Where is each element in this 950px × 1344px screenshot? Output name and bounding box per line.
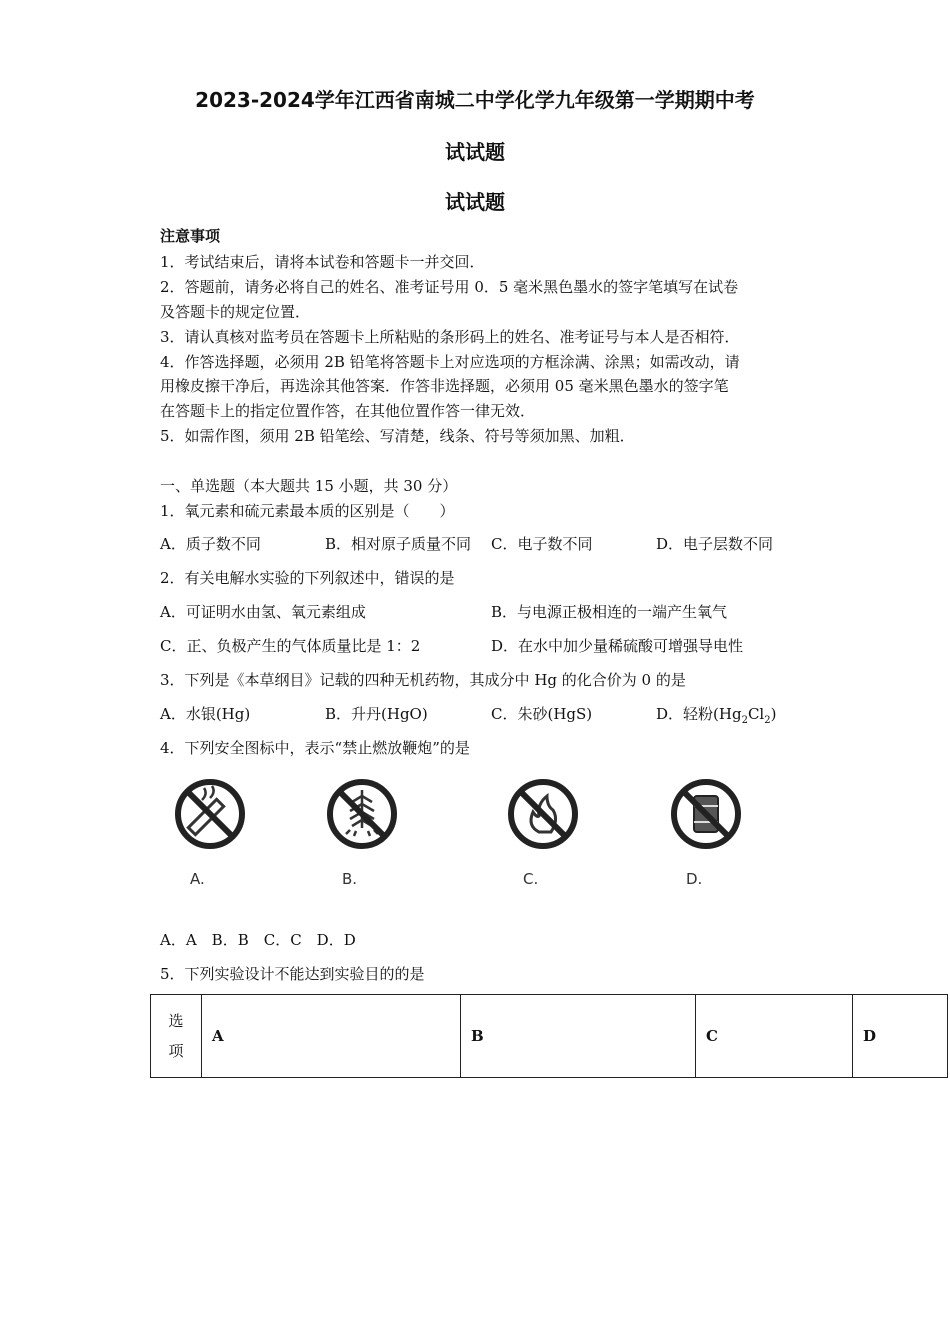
q2-option-a: A．可证明水由氢、氧元素组成 xyxy=(160,603,366,621)
q2-option-d: D．在水中加少量稀硫酸可增强导电性 xyxy=(491,637,744,655)
q1-option-d: D．电子层数不同 xyxy=(656,535,774,553)
question-3-stem: 3．下列是《本草纲目》记载的四种无机药物，其成分中 Hg 的化合价为 0 的是 xyxy=(160,671,686,689)
notice-line: 在答题卡上的指定位置作答，在其他位置作答一律无效． xyxy=(160,402,536,420)
q3-option-d-suffix: ) xyxy=(770,705,777,723)
section-heading: 一、单选题（本大题共 15 小题，共 30 分） xyxy=(160,477,458,495)
question-1-stem: 1．氧元素和硫元素最本质的区别是（ ） xyxy=(160,502,455,520)
q4-answer-options: A．A B．B C．C D．D xyxy=(160,931,356,949)
question-4-stem: 4．下列安全图标中，表示“禁止燃放鞭炮”的是 xyxy=(160,739,470,757)
q1-option-c: C．电子数不同 xyxy=(491,535,593,553)
notice-line: 5．如需作图，须用 2B 铅笔绘、写清楚，线条、符号等须加黑、加粗． xyxy=(160,427,635,445)
exam-subtitle-2: 试试题 xyxy=(445,190,505,214)
q3-option-c: C．朱砂(HgS) xyxy=(491,705,593,723)
q3-option-a: A．水银(Hg) xyxy=(160,705,251,723)
table-cell-a: A xyxy=(202,995,461,1078)
table-cell-d: D xyxy=(853,995,948,1078)
exam-subtitle-1: 试试题 xyxy=(445,140,505,164)
question-2-stem: 2．有关电解水实验的下列叙述中，错误的是 xyxy=(160,569,455,587)
notice-line: 及答题卡的规定位置． xyxy=(160,303,311,321)
q4-icon-c xyxy=(505,776,595,896)
q3-option-d-subscript: 2 xyxy=(764,715,771,726)
table-row xyxy=(151,995,948,1078)
q2-option-b: B．与电源正极相连的一端产生氧气 xyxy=(491,603,728,621)
q1-option-b: B．相对原子质量不同 xyxy=(325,535,472,553)
no-flammable-storage-icon xyxy=(668,776,744,852)
question-5-stem: 5．下列实验设计不能达到实验目的的是 xyxy=(160,965,425,983)
q3-option-d xyxy=(656,704,776,731)
q5-options-table xyxy=(150,994,948,1078)
no-firecrackers-icon xyxy=(324,776,400,852)
option-label-text xyxy=(161,1006,191,1066)
notice-line: 用橡皮擦干净后，再选涂其他答案．作答非选择题，必须用 05 毫米黑色墨水的签字笔 xyxy=(160,377,729,395)
q3-option-b: B．升丹(HgO) xyxy=(325,705,428,723)
q4-icon-a xyxy=(172,776,262,896)
no-open-flame-icon xyxy=(505,776,581,852)
q2-option-c: C．正、负极产生的气体质量比是 1：2 xyxy=(160,637,421,655)
table-cell-c: C xyxy=(696,995,853,1078)
option-label-char: 项 xyxy=(168,1042,184,1060)
q3-option-d-prefix: D．轻粉(Hg xyxy=(656,705,742,723)
no-smoking-icon xyxy=(172,776,248,852)
notice-heading: 注意事项 xyxy=(160,227,221,245)
q4-icon-d xyxy=(668,776,758,896)
exam-title: 2023-2024学年江西省南城二中学化学九年级第一学期期中考 xyxy=(195,88,755,112)
q1-option-a: A．质子数不同 xyxy=(160,535,261,553)
notice-line: 1．考试结束后，请将本试卷和答题卡一并交回． xyxy=(160,253,485,271)
q3-option-d-element: Cl xyxy=(747,705,765,723)
q4-icon-label-c: C. xyxy=(523,870,539,888)
q4-icon-label-b: B. xyxy=(342,870,358,888)
q3-option-d-subscript: 2 xyxy=(741,715,748,726)
notice-line: 3．请认真核对监考员在答题卡上所粘贴的条形码上的姓名、准考证号与本人是否相符． xyxy=(160,328,740,346)
q4-icon-label-d: D. xyxy=(686,870,703,888)
table-cell-b: B xyxy=(461,995,696,1078)
notice-line: 4．作答选择题，必须用 2B 铅笔将答题卡上对应选项的方框涂满、涂黑；如需改动，请 xyxy=(160,353,740,371)
q4-icon-label-a: A. xyxy=(190,870,205,888)
notice-line: 2．答题前，请务必将自己的姓名、准考证号用 0．5 毫米黑色墨水的签字笔填写在试卷 xyxy=(160,278,739,296)
table-cell-option-label xyxy=(151,995,202,1078)
q4-icon-b xyxy=(324,776,414,896)
option-label-char: 选 xyxy=(168,1012,184,1030)
